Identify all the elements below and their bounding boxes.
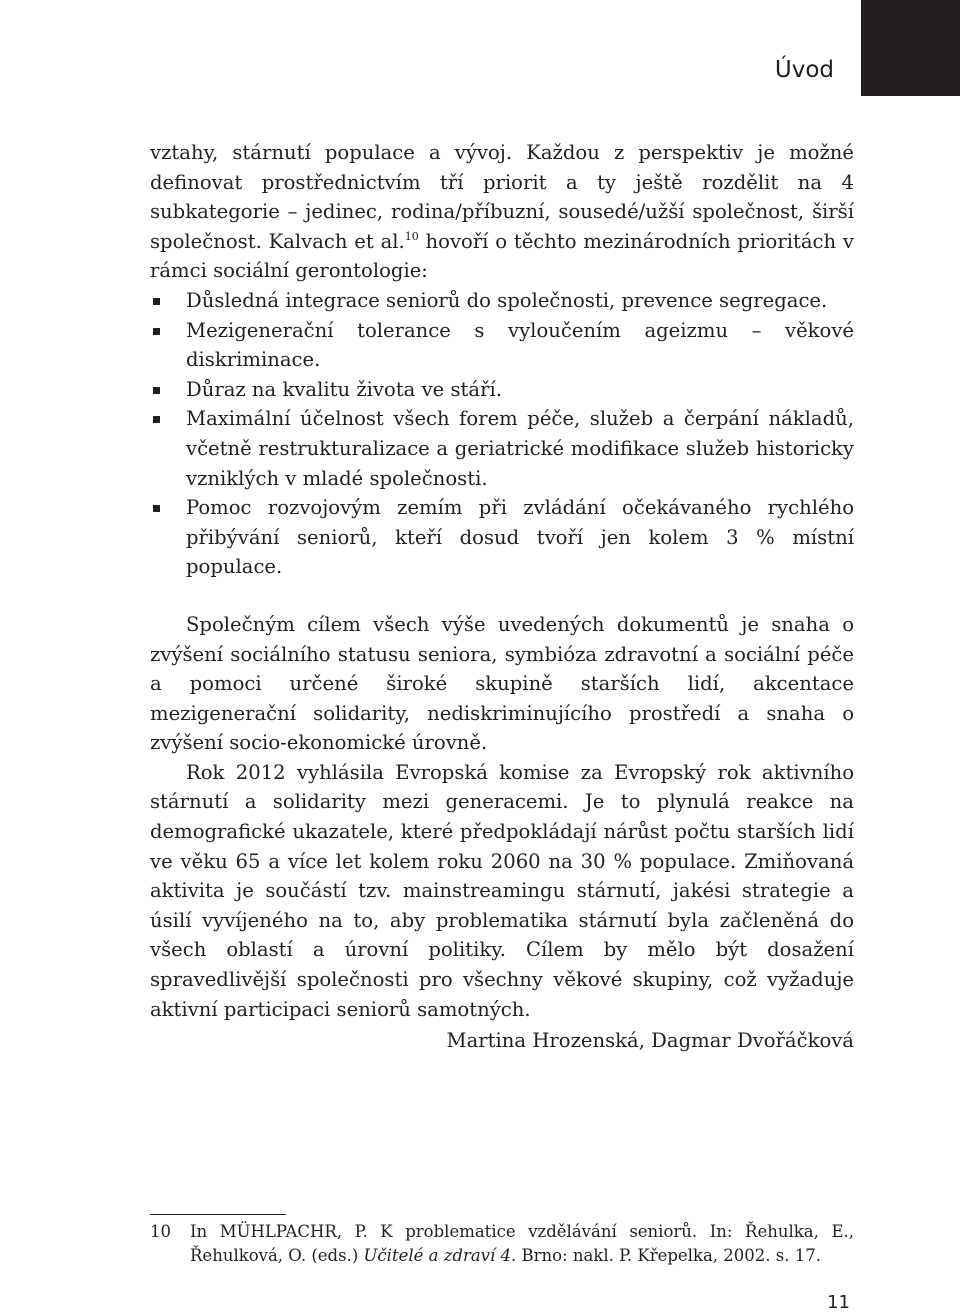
intro-paragraph: [150, 138, 854, 286]
footnote-text: [150, 1220, 854, 1268]
footnote-citation-end: Brno: nakl. P. Křepelka, 2002. s. 17.: [516, 1246, 821, 1265]
footnote-cited-title: Učitelé a zdraví 4.: [363, 1246, 517, 1265]
footnote-number: 10: [150, 1222, 171, 1241]
page-number: 11: [827, 1292, 850, 1313]
list-item: Pomoc rozvojovým zemím při zvládání očekávaného rychlého přibývání seniorů, kteří dosud tvoří jen kolem 3 % místní populace.: [150, 493, 854, 582]
body-paragraph: Společným cílem všech výše uvedených dokumentů je snaha o zvýšení sociálního statusu seniora, symbióza zdravotní a sociální péče a pomoci určené široké skupině starších lidí, akcentace mezigenerační solidarity, nediskriminujícího prostředí a snaha o zvýšení socio-ekonomické úrovně.: [150, 612, 854, 755]
intro-text-start: vztahy, stárnutí populace a vývoj. Každou z perspektiv je možné definovat prostřednictvím tří priorit a ty ještě rozdělit na 4 subkategorie – jedinec, rodina/příbuzní, sousedé/užší společnost, širší společnost. Kalvach et al.: [150, 141, 854, 253]
priority-list: [150, 286, 854, 582]
running-header-title: Úvod: [774, 57, 834, 83]
header-tab-marker: [861, 0, 960, 96]
footnote: [150, 1220, 854, 1268]
footnote-divider: [150, 1214, 286, 1215]
intro-text-end: hovoří o těchto mezinárodních prioritách v rámci sociální gerontologie:: [150, 229, 854, 283]
list-item: Mezigenerační tolerance s vyloučením ageizmu – věkové diskriminace.: [150, 316, 854, 375]
footnote-citation-start: In MÜHLPACHR, P. K problematice vzdělávání seniorů. In: Řehulka, E., Řehulková, O. (eds.): [190, 1222, 854, 1265]
list-item: Důraz na kvalitu života ve stáří.: [150, 375, 854, 405]
main-text: [150, 138, 854, 1056]
list-item: Důsledná integrace seniorů do společnosti, prevence segregace.: [150, 286, 854, 316]
list-item: Maximální účelnost všech forem péče, služeb a čerpání nákladů, včetně restrukturalizace a geriatrické modifikace služeb historicky vzniklých v mladé společnosti.: [150, 404, 854, 493]
author-signature: Martina Hrozenská, Dagmar Dvořáčková: [446, 1029, 854, 1053]
footnote-reference: 10: [404, 229, 419, 243]
body-paragraph: Rok 2012 vyhlásila Evropská komise za Evropský rok aktivního stárnutí a solidarity mezi generacemi. Je to plynulá reakce na demografické ukazatele, které předpokládají nárůst počtu starších lidí ve věku 65 a více let kolem roku 2060 na 30 % populace. Zmiňovaná aktivita je součástí tzv. mainstreamingu stárnutí, jakési strategie a úsilí vyvíjeného na to, aby problematika stárnutí byla začleněná do všech oblastí a úrovní politiky. Cílem by mělo být dosažení spravedlivější společnosti pro všechny věkové skupiny, což vyžaduje aktivní participaci seniorů samotných.: [150, 760, 854, 1021]
